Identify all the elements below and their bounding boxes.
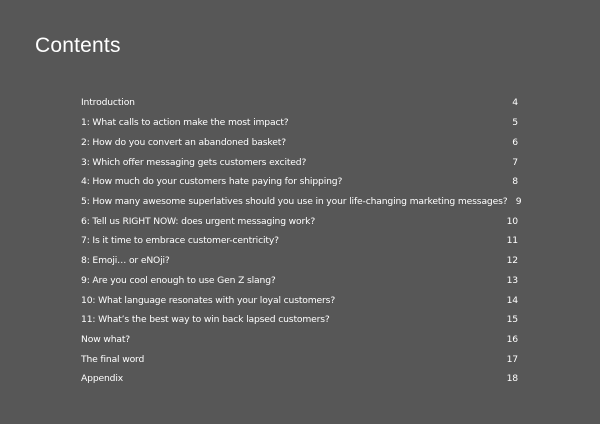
toc-entry-label: 11: What’s the best way to win back lapsed customers?	[81, 314, 330, 326]
toc-entry-label: 2: How do you convert an abandoned basket?	[81, 136, 286, 148]
toc-entry-chapter-3[interactable]	[81, 152, 518, 172]
toc-entry-chapter-7[interactable]	[81, 231, 518, 251]
toc-entry-chapter-1[interactable]	[81, 113, 518, 133]
toc-entry-chapter-4[interactable]	[81, 172, 518, 192]
toc-entry-page-number: 7	[512, 156, 518, 168]
toc-entry-page-number: 14	[506, 294, 518, 306]
toc-entry-page-number: 4	[512, 97, 518, 109]
toc-entry-label: 3: Which offer messaging gets customers excited?	[81, 156, 307, 168]
toc-entry-label: 4: How much do your customers hate paying for shipping?	[81, 176, 343, 188]
toc-entry-label: 9: Are you cool enough to use Gen Z slang?	[81, 274, 276, 286]
toc-entry-label: 1: What calls to action make the most impact?	[81, 117, 289, 129]
toc-entry-page-number: 5	[512, 117, 518, 129]
toc-entry-introduction[interactable]	[81, 93, 518, 113]
toc-entry-page-number: 10	[506, 215, 518, 227]
toc-entry-label: Now what?	[81, 333, 131, 345]
toc-entry-page-number: 13	[506, 274, 518, 286]
toc-entry-label: Appendix	[81, 373, 124, 385]
toc-entry-label: Introduction	[81, 97, 135, 109]
toc-entry-chapter-9[interactable]	[81, 270, 518, 290]
toc-entry-page-number: 16	[506, 333, 518, 345]
toc-entry-page-number: 15	[506, 314, 518, 326]
toc-entry-chapter-11[interactable]	[81, 310, 518, 330]
toc-entry-page-number: 18	[506, 373, 518, 385]
toc-entry-chapter-10[interactable]	[81, 290, 518, 310]
toc-entry-page-number: 17	[506, 353, 518, 365]
toc-entry-now-what[interactable]	[81, 330, 518, 350]
toc-entry-chapter-5[interactable]	[81, 192, 522, 212]
toc-entry-label: 7: Is it time to embrace customer-centricity?	[81, 235, 279, 247]
toc-entry-label: 8: Emoji… or eNOji?	[81, 255, 170, 267]
toc-entry-page-number: 9	[515, 195, 522, 207]
toc-entry-label: The final word	[81, 353, 145, 365]
toc-entry-page-number: 6	[512, 136, 518, 148]
page-title: Contents	[35, 34, 121, 57]
toc-entry-appendix[interactable]	[81, 369, 518, 389]
toc-entry-label: 5: How many awesome superlatives should you use in your life-changing marketing messages?	[81, 195, 508, 207]
table-of-contents	[81, 93, 522, 389]
toc-entry-chapter-2[interactable]	[81, 132, 518, 152]
toc-entry-label: 6: Tell us RIGHT NOW: does urgent messaging work?	[81, 215, 316, 227]
toc-entry-page-number: 11	[506, 235, 518, 247]
toc-entry-chapter-6[interactable]	[81, 211, 518, 231]
toc-entry-label: 10: What language resonates with your loyal customers?	[81, 294, 336, 306]
toc-entry-page-number: 8	[512, 176, 518, 188]
toc-entry-page-number: 12	[506, 255, 518, 267]
toc-entry-final-word[interactable]	[81, 349, 518, 369]
toc-entry-chapter-8[interactable]	[81, 251, 518, 271]
